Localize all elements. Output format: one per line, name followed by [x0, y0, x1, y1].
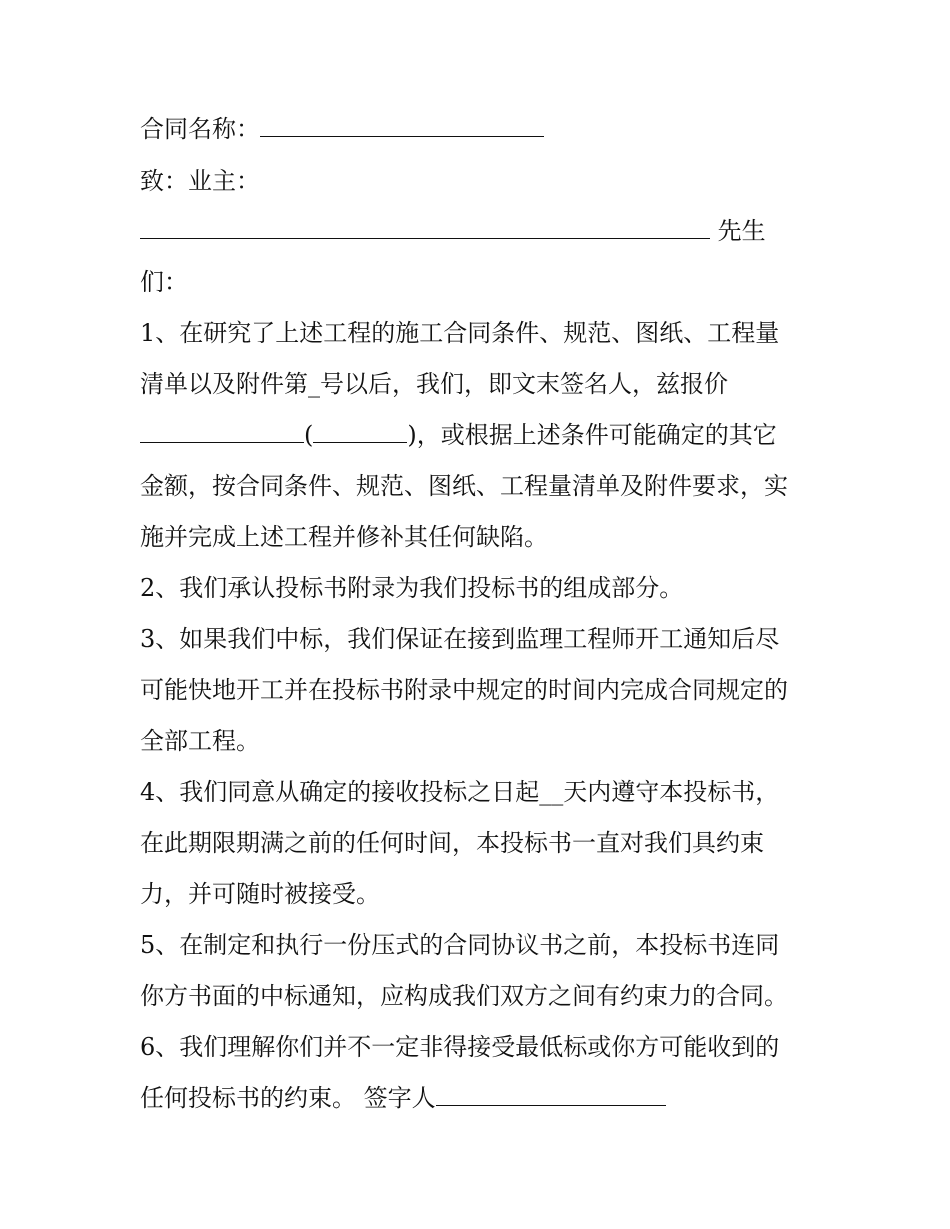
clause-1-line-3: ( )，或根据上述条件可能确定的其它 — [140, 420, 777, 450]
clause-5-line-1: 5、在制定和执行一份压式的合同协议书之前，本投标书连同 — [140, 931, 780, 959]
contract-name-line — [140, 114, 544, 144]
owner-name-blank — [140, 218, 710, 239]
clause-3-line-3: 全部工程。 — [140, 727, 260, 755]
contract-name-label: 合同名称： — [140, 115, 260, 143]
clause-6-line-2: 任何投标书的约束。 签字人 — [140, 1083, 666, 1113]
contract-name-blank — [260, 116, 544, 137]
clause-2-line-1: 2、我们承认投标书附录为我们投标书的组成部分。 — [140, 574, 684, 602]
clause-3-line-1: 3、如果我们中标，我们保证在接到监理工程师开工通知后尽 — [140, 625, 780, 653]
clause-3-line-2: 可能快地开工并在投标书附录中规定的时间内完成合同规定的 — [140, 676, 788, 704]
clause-1-line-2: 清单以及附件第_号以后，我们，即文末签名人，兹报价 — [140, 370, 728, 398]
clause-5-line-2: 你方书面的中标通知，应构成我们双方之间有约束力的合同。 — [140, 982, 788, 1010]
clause-4-line-2: 在此期限期满之前的任何时间，本投标书一直对我们具约束 — [140, 829, 764, 857]
sir-suffix: 先生 — [717, 217, 766, 245]
price-words-blank — [140, 422, 304, 443]
clause-1-line-1: 1、在研究了上述工程的施工合同条件、规范、图纸、工程量 — [140, 319, 780, 347]
signature-blank — [436, 1085, 666, 1106]
to-owner-line: 致：业主： — [140, 167, 260, 195]
clause-4-line-1: 4、我们同意从确定的接收投标之日起__天内遵守本投标书， — [140, 778, 780, 806]
sirs-line: 们： — [140, 268, 188, 296]
price-figures-blank — [313, 422, 407, 443]
clause-4-line-3: 力，并可随时被接受。 — [140, 880, 380, 908]
owner-name-line — [140, 216, 766, 246]
clause-6-line-1: 6、我们理解你们并不一定非得接受最低标或你方可能收到的 — [140, 1033, 780, 1061]
clause-1-line-5: 施并完成上述工程并修补其任何缺陷。 — [140, 523, 548, 551]
clause-1-line-4: 金额，按合同条件、规范、图纸、工程量清单及附件要求，实 — [140, 472, 788, 500]
